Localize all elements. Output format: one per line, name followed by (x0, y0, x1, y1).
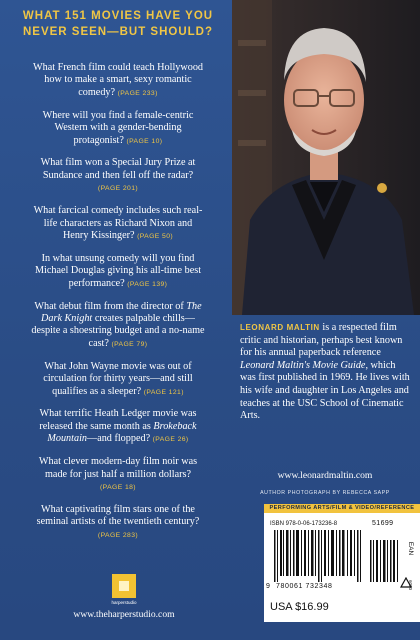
question-item (30, 62, 206, 100)
question-item (30, 205, 206, 243)
page-reference: (PAGE 233) (117, 89, 158, 97)
side-code: 0509 (408, 579, 413, 590)
question-item (30, 504, 206, 542)
publisher-website: www.theharperstudio.com (73, 609, 175, 620)
film-title: Brokeback Mountain (47, 420, 197, 445)
question-text: What farcical comedy includes such real-life characters as Richard Nixon and Henry Kissinger? (33, 205, 203, 241)
question-text: What film won a Special Jury Prize at Sundance and then fell off the radar? (40, 157, 196, 181)
question-text: Where will you find a female-centric Western with a gender-bending protagonist? (42, 109, 194, 146)
page-reference: (PAGE 26) (152, 436, 189, 444)
bio-text-a: is a respected film critic and historian, perhaps best known for his annual paperback reference (240, 322, 403, 359)
question-text-post: creates palpable chills—despite a shoestring budget and a no-name cast? (31, 313, 205, 349)
page-reference: (PAGE 283) (97, 531, 139, 539)
headline-line-2: NEVER SEEN—BUT SHOULD? (22, 26, 214, 38)
publisher-logo (112, 574, 136, 598)
question-item (30, 253, 206, 291)
question-item (30, 361, 206, 399)
addon-digits: 51699 (372, 520, 394, 527)
page-reference: (PAGE 121) (143, 388, 184, 396)
author-photo (232, 0, 420, 315)
photo-credit: AUTHOR PHOTOGRAPH BY REBECCA SAPP (260, 490, 390, 496)
price: USA $16.99 (270, 601, 329, 613)
logo-mark (119, 581, 129, 591)
book-title: Leonard Maltin's Movie Guide (240, 359, 366, 371)
question-text: What clever modern-day film noir was made for just half a million dollars? (38, 456, 198, 480)
page-reference: (PAGE 201) (97, 185, 139, 193)
publisher-logo-label: harperstudio (111, 600, 137, 605)
author-name: LEONARD MALTIN (240, 323, 320, 332)
author-website: www.leonardmaltin.com (277, 470, 373, 481)
question-item (30, 110, 206, 148)
barcode-first-digit: 9 (266, 583, 270, 590)
page-reference: (PAGE 139) (127, 280, 168, 288)
question-text-post: —and flopped? (87, 433, 151, 445)
barcode-digits: 780061 732348 (276, 583, 333, 590)
question-item (30, 301, 206, 352)
question-item (30, 408, 206, 446)
question-text: What French film could teach Hollywood how to make a smart, sexy romantic comedy? (32, 62, 204, 98)
author-portrait-illustration (232, 0, 420, 315)
headline (18, 8, 218, 40)
barcode-panel (264, 513, 420, 622)
page-reference: (PAGE 10) (126, 137, 163, 145)
question-text: What captivating film stars one of the seminal artists of the twentieth century? (36, 503, 200, 528)
page-reference: (PAGE 18) (100, 483, 136, 491)
question-text-pre: What terrific Heath Ledger movie was released the same month as (39, 408, 197, 432)
question-item (30, 157, 206, 195)
question-text-pre: What debut film from the director of (34, 300, 187, 312)
category-banner: PERFORMING ARTS/FILM & VIDEO/REFERENCE (264, 504, 420, 513)
isbn-text: ISBN 978-0-06-173236-8 (270, 521, 338, 527)
ean-label: EAN (407, 541, 415, 556)
barcode-graphic (274, 530, 404, 582)
bio-text-b: , which was first published in 1969. He lives with his wife and daughter in Los Angeles and teaches at the USC School of Cinematic Arts. (240, 359, 410, 422)
headline-line-1: WHAT 151 MOVIES HAVE YOU (22, 10, 214, 22)
page-reference: (PAGE 50) (137, 232, 174, 240)
film-title: The Dark Knight (41, 300, 202, 324)
author-bio (240, 322, 410, 423)
question-text: In what unsung comedy will you find Michael Douglas giving his all-time best performance? (34, 252, 202, 289)
question-list (30, 62, 206, 552)
question-item (30, 456, 206, 494)
question-text: What John Wayne movie was out of circulation for thirty years—and still qualifies as a sleeper? (43, 360, 193, 397)
page-reference: (PAGE 79) (111, 340, 148, 348)
